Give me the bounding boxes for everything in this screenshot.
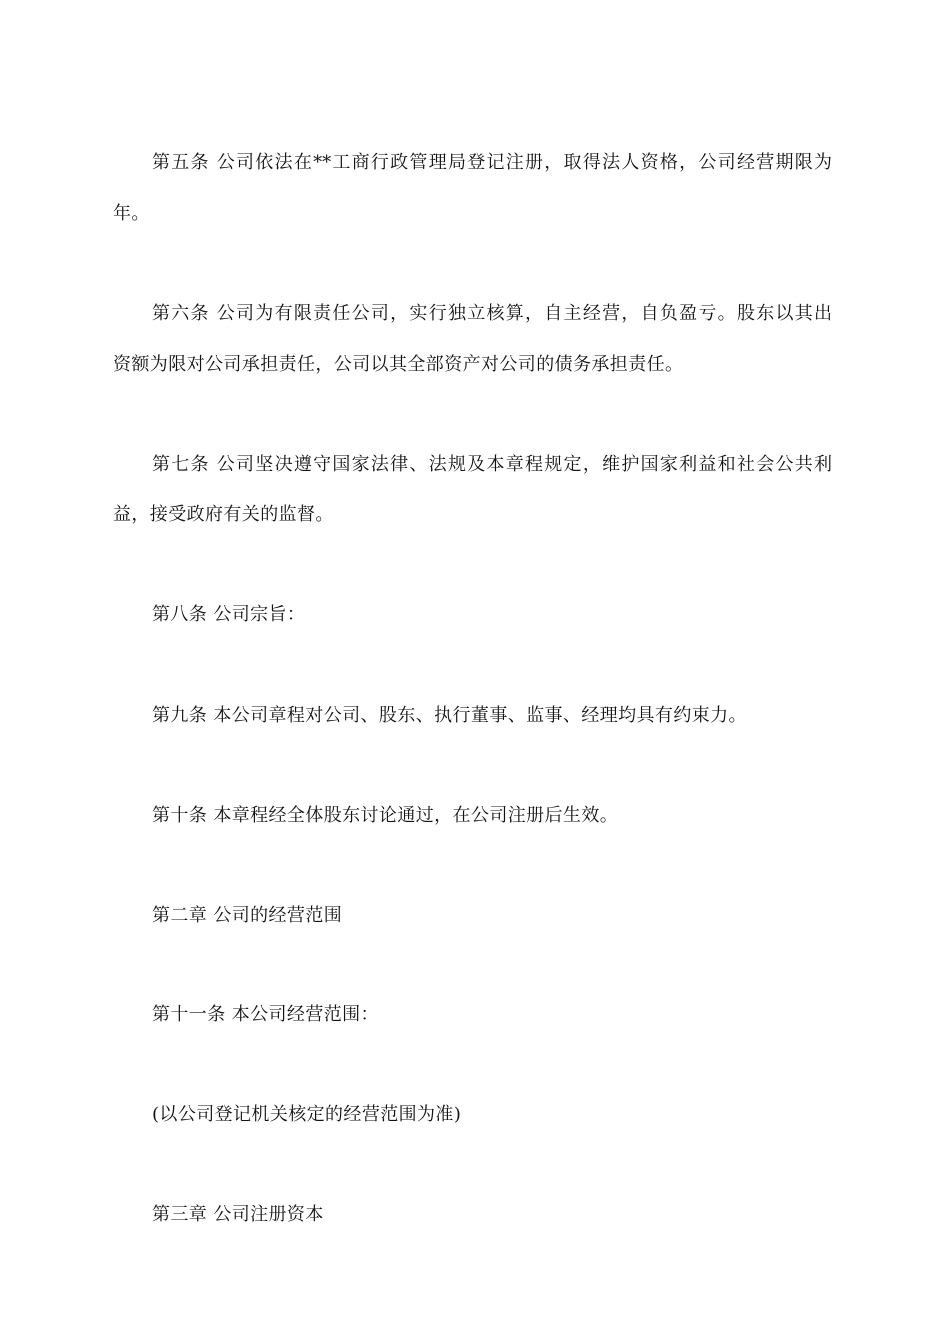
article-6-line-2: 资额为限对公司承担责任，公司以其全部资产对公司的债务承担责任。 xyxy=(113,354,684,375)
article-7-line-2: 益，接受政府有关的监督。 xyxy=(113,504,334,525)
article-10: 第十条 本章程经全体股东讨论通过，在公司注册后生效。 xyxy=(152,805,619,826)
article-8: 第八条 公司宗旨： xyxy=(152,604,306,625)
article-9: 第九条 本公司章程对公司、股东、执行董事、监事、经理均具有约束力。 xyxy=(152,705,747,726)
article-5-line-2: 年。 xyxy=(113,203,150,224)
article-7-line-1: 第七条 公司坚决遵守国家法律、法规及本章程规定，维护国家利益和社会公共利 xyxy=(152,454,832,475)
scope-note: (以公司登记机关核定的经营范围为准) xyxy=(152,1104,462,1125)
article-6-line-1: 第六条 公司为有限责任公司，实行独立核算，自主经营，自负盈亏。股东以其出 xyxy=(152,303,832,324)
article-5-line-1: 第五条 公司依法在**工商行政管理局登记注册，取得法人资格，公司经营期限为 xyxy=(152,152,832,173)
chapter-2-heading: 第二章 公司的经营范围 xyxy=(152,905,343,926)
article-11: 第十一条 本公司经营范围： xyxy=(152,1004,379,1025)
chapter-3-heading: 第三章 公司注册资本 xyxy=(152,1204,324,1225)
